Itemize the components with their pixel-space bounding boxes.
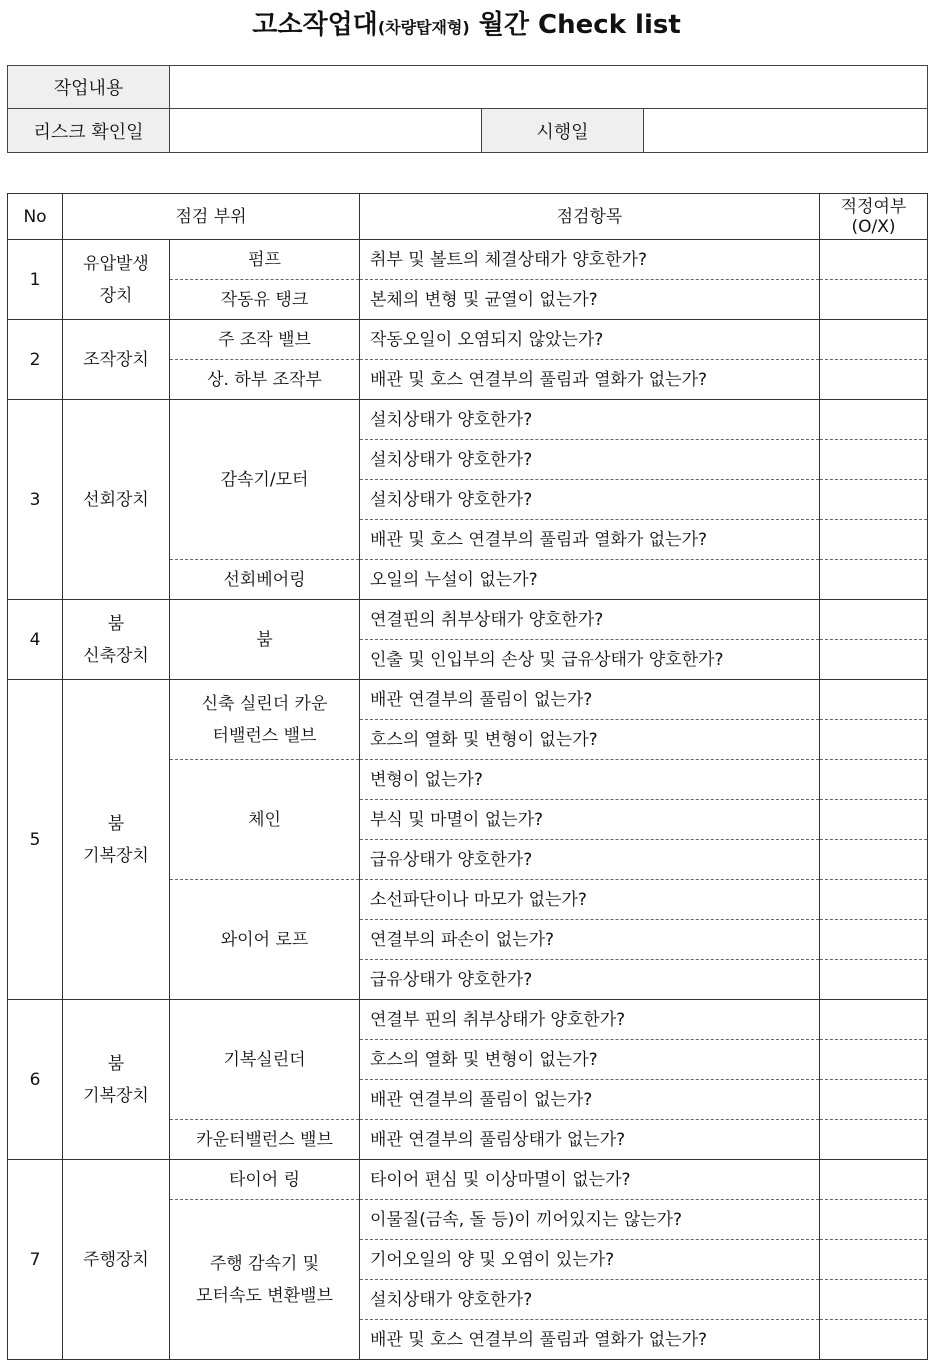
part-name: 선회베어링 (223, 569, 306, 590)
part-name: 주행 감속기 및 (209, 1253, 320, 1274)
result-cell[interactable] (820, 440, 928, 480)
system-name: 기복장치 (83, 845, 149, 866)
header-item: 점검항목 (360, 194, 820, 240)
system-cell (63, 320, 170, 400)
result-cell[interactable] (820, 1280, 928, 1320)
part-cell (170, 1000, 360, 1120)
check-item: 취부 및 볼트의 체결상태가 양호한가? (360, 240, 820, 280)
row-number: 4 (8, 600, 63, 680)
part-name: 터밸런스 밸브 (212, 725, 317, 746)
title-main: 고소작업대 (252, 10, 378, 40)
info-row-dates (8, 109, 928, 153)
system-name: 붐 (107, 813, 125, 834)
work-content-label: 작업내용 (8, 66, 170, 109)
result-cell[interactable] (820, 240, 928, 280)
check-item: 급유상태가 양호한가? (360, 840, 820, 880)
part-name: 와이어 로프 (220, 929, 309, 950)
part-cell (170, 560, 360, 600)
result-cell[interactable] (820, 320, 928, 360)
result-cell[interactable] (820, 1080, 928, 1120)
check-item: 배관 및 호스 연결부의 풀림과 열화가 없는가? (360, 360, 820, 400)
checklist-body (8, 240, 928, 1360)
result-cell[interactable] (820, 1120, 928, 1160)
system-name: 기복장치 (83, 1085, 149, 1106)
system-cell (63, 400, 170, 600)
system-name: 붐 (107, 613, 125, 634)
result-cell[interactable] (820, 1000, 928, 1040)
check-item: 인출 및 인입부의 손상 및 급유상태가 양호한가? (360, 640, 820, 680)
row-number: 2 (8, 320, 63, 400)
system-name: 주행장치 (83, 1249, 149, 1270)
title-subtitle: (차량탑재형) (377, 18, 470, 37)
part-name: 상. 하부 조작부 (207, 369, 322, 390)
row-number: 3 (8, 400, 63, 600)
table-row (8, 680, 928, 720)
check-item: 배관 및 호스 연결부의 풀림과 열화가 없는가? (360, 1320, 820, 1360)
result-cell[interactable] (820, 1040, 928, 1080)
check-item: 작동오일이 오염되지 않았는가? (360, 320, 820, 360)
header-result-line2: (O/X) (851, 216, 896, 237)
result-cell[interactable] (820, 680, 928, 720)
part-cell (170, 880, 360, 1000)
part-cell (170, 400, 360, 560)
part-name: 주 조작 밸브 (218, 329, 311, 350)
check-item: 연결핀의 취부상태가 양호한가? (360, 600, 820, 640)
check-item: 소선파단이나 마모가 없는가? (360, 880, 820, 920)
header-result (820, 194, 928, 240)
table-row (8, 240, 928, 280)
part-name: 모터속도 변환밸브 (196, 1285, 333, 1306)
page-title (0, 6, 933, 47)
part-cell (170, 280, 360, 320)
result-cell[interactable] (820, 920, 928, 960)
system-cell (63, 240, 170, 320)
result-cell[interactable] (820, 840, 928, 880)
check-item: 타이어 편심 및 이상마멸이 없는가? (360, 1160, 820, 1200)
system-name: 붐 (107, 1053, 125, 1074)
part-name: 타이어 링 (228, 1169, 301, 1190)
check-item: 배관 연결부의 풀림이 없는가? (360, 1080, 820, 1120)
result-cell[interactable] (820, 560, 928, 600)
result-cell[interactable] (820, 600, 928, 640)
result-cell[interactable] (820, 1240, 928, 1280)
result-cell[interactable] (820, 480, 928, 520)
header-no: No (8, 194, 63, 240)
result-cell[interactable] (820, 280, 928, 320)
result-cell[interactable] (820, 520, 928, 560)
row-number: 6 (8, 1000, 63, 1160)
table-row (8, 320, 928, 360)
check-item: 연결부 핀의 취부상태가 양호한가? (360, 1000, 820, 1040)
part-name: 신축 실린더 카운 (201, 693, 328, 714)
part-cell (170, 600, 360, 680)
risk-check-label: 리스크 확인일 (8, 109, 170, 153)
header-row (8, 194, 928, 240)
system-cell (63, 1160, 170, 1360)
part-name: 붐 (256, 629, 273, 650)
check-item: 배관 및 호스 연결부의 풀림과 열화가 없는가? (360, 520, 820, 560)
check-item: 배관 연결부의 풀림상태가 없는가? (360, 1120, 820, 1160)
part-cell (170, 1120, 360, 1160)
check-item: 부식 및 마멸이 없는가? (360, 800, 820, 840)
info-table (7, 65, 928, 153)
row-number: 5 (8, 680, 63, 1000)
part-cell (170, 240, 360, 280)
exec-date-field[interactable] (644, 109, 928, 153)
result-cell[interactable] (820, 640, 928, 680)
result-cell[interactable] (820, 1200, 928, 1240)
check-item: 오일의 누설이 없는가? (360, 560, 820, 600)
row-number: 1 (8, 240, 63, 320)
part-cell (170, 760, 360, 880)
table-row (8, 1160, 928, 1200)
system-name: 신축장치 (83, 645, 149, 666)
part-cell (170, 680, 360, 760)
info-row-work (8, 66, 928, 109)
part-cell (170, 320, 360, 360)
check-item: 기어오일의 양 및 오염이 있는가? (360, 1240, 820, 1280)
header-part: 점검 부위 (63, 194, 360, 240)
check-item: 호스의 열화 및 변형이 없는가? (360, 720, 820, 760)
work-content-field[interactable] (170, 66, 928, 109)
check-item: 설치상태가 양호한가? (360, 440, 820, 480)
risk-check-field[interactable] (170, 109, 482, 153)
system-name: 장치 (99, 285, 133, 306)
system-name: 조작장치 (83, 349, 149, 370)
checklist-table (7, 193, 928, 1360)
system-cell (63, 600, 170, 680)
system-name: 선회장치 (83, 489, 149, 510)
part-name: 카운터밸런스 밸브 (196, 1129, 333, 1150)
check-item: 호스의 열화 및 변형이 없는가? (360, 1040, 820, 1080)
result-cell[interactable] (820, 760, 928, 800)
table-row (8, 1000, 928, 1040)
table-row (8, 400, 928, 440)
check-item: 연결부의 파손이 없는가? (360, 920, 820, 960)
table-row (8, 600, 928, 640)
check-item: 설치상태가 양호한가? (360, 400, 820, 440)
part-cell (170, 1200, 360, 1360)
check-item: 변형이 없는가? (360, 760, 820, 800)
part-name: 체인 (248, 809, 281, 830)
part-name: 작동유 탱크 (220, 289, 309, 310)
result-cell[interactable] (820, 800, 928, 840)
check-item: 급유상태가 양호한가? (360, 960, 820, 1000)
check-item: 본체의 변형 및 균열이 없는가? (360, 280, 820, 320)
part-name: 감속기/모터 (220, 469, 309, 490)
result-cell[interactable] (820, 360, 928, 400)
result-cell[interactable] (820, 880, 928, 920)
system-name: 유압발생 (83, 253, 149, 274)
result-cell[interactable] (820, 1160, 928, 1200)
check-item: 설치상태가 양호한가? (360, 480, 820, 520)
check-item: 이물질(금속, 돌 등)이 끼어있지는 않는가? (360, 1200, 820, 1240)
part-cell (170, 360, 360, 400)
result-cell[interactable] (820, 400, 928, 440)
title-main-suffix: 월간 Check list (469, 10, 681, 40)
part-cell (170, 1160, 360, 1200)
header-result-line1: 적정여부 (840, 196, 907, 217)
part-name: 펌프 (248, 249, 281, 270)
row-number: 7 (8, 1160, 63, 1360)
result-cell[interactable] (820, 720, 928, 760)
system-cell (63, 1000, 170, 1160)
check-item: 설치상태가 양호한가? (360, 1280, 820, 1320)
result-cell[interactable] (820, 1320, 928, 1360)
result-cell[interactable] (820, 960, 928, 1000)
part-name: 기복실린더 (223, 1049, 306, 1070)
system-cell (63, 680, 170, 1000)
exec-date-label: 시행일 (482, 109, 644, 153)
check-item: 배관 연결부의 풀림이 없는가? (360, 680, 820, 720)
